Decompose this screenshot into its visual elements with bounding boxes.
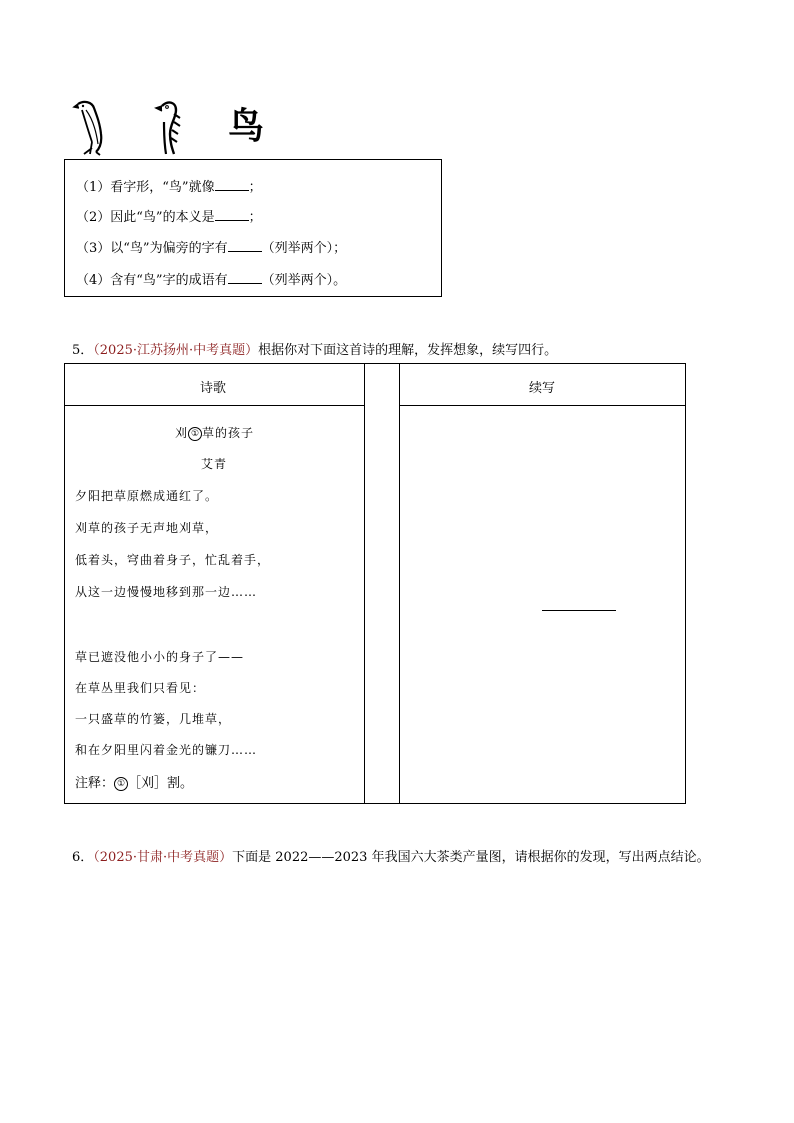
question-source: （2025·甘肃·中考真题） (93, 850, 233, 865)
question-line-1 (76, 176, 262, 195)
footnote-marker: ① (114, 777, 128, 791)
poem-line: 在草丛里我们只看见： (75, 681, 206, 695)
poem-table (64, 363, 686, 804)
poem-title (175, 424, 254, 441)
table-header-poem (64, 363, 365, 406)
question-line-2 (76, 206, 262, 225)
question-line-3 (76, 237, 346, 256)
question-suffix: （列举两个）； (261, 241, 347, 256)
question-source: （2025·江苏扬州·中考真题） (93, 343, 259, 358)
header-label: 续写 (529, 381, 556, 396)
question-text: （3）以“鸟”为偏旁的字有 (76, 241, 228, 256)
poem-title-part: 草的孩子 (202, 426, 255, 440)
continuation-cell[interactable] (399, 405, 686, 804)
table-header-continue (399, 363, 686, 406)
poem-line: 从这一边慢慢地移到那一边…… (75, 585, 258, 599)
poem-author: 艾青 (201, 457, 228, 471)
question-suffix: （列举两个）。 (261, 273, 347, 288)
note-text: ［刈］割。 (128, 776, 194, 791)
answer-blank[interactable] (215, 178, 249, 191)
poem-line: 夕阳把草原燃成通红了。 (75, 489, 219, 503)
question-suffix: ； (248, 180, 262, 195)
bronze-script-bird-icon (152, 98, 186, 156)
question-number: 5． (72, 343, 94, 358)
answer-blank[interactable] (228, 271, 262, 284)
poem-line: 刈草的孩子无声地刈草， (75, 521, 219, 535)
poem-note (75, 772, 193, 791)
poem-line: 低着头，穹曲着身子，忙乱着手， (75, 553, 271, 567)
poem-line: 和在夕阳里闪着金光的镰刀…… (75, 743, 258, 757)
poem-line: 一只盛草的竹篓，几堆草， (75, 712, 232, 726)
question-text: （2）因此“鸟”的本义是 (76, 210, 215, 225)
table-spacer-column (364, 363, 400, 804)
question-prompt: 根据你对下面这首诗的理解，发挥想象，续写四行。 (258, 343, 558, 358)
answer-blank[interactable] (215, 208, 249, 221)
poem-cell (64, 405, 365, 804)
bird-question-box (64, 159, 442, 297)
footnote-marker: ① (188, 427, 202, 441)
question-text: （1）看字形，“鸟”就像 (76, 180, 215, 195)
character-evolution-row (66, 98, 286, 156)
question-text: （4）含有“鸟”字的成语有 (76, 273, 228, 288)
question-suffix: ； (248, 210, 262, 225)
poem-line: 草已遮没他小小的身子了—— (75, 650, 245, 664)
question-prompt: 下面是 2022——2023 年我国六大茶类产量图，请根据你的发现，写出两点结论。 (232, 850, 710, 865)
answer-blank[interactable] (228, 239, 262, 252)
poem-title-part: 刈 (175, 426, 189, 440)
question-5-header (72, 339, 557, 358)
standard-character: 鸟 (228, 105, 265, 147)
header-label: 诗歌 (200, 381, 227, 396)
oracle-bone-bird-icon (70, 98, 108, 156)
question-6-header (72, 846, 710, 865)
question-number: 6． (72, 850, 94, 865)
answer-line[interactable] (542, 610, 616, 611)
note-label: 注释： (75, 776, 115, 791)
question-line-4 (76, 269, 346, 288)
